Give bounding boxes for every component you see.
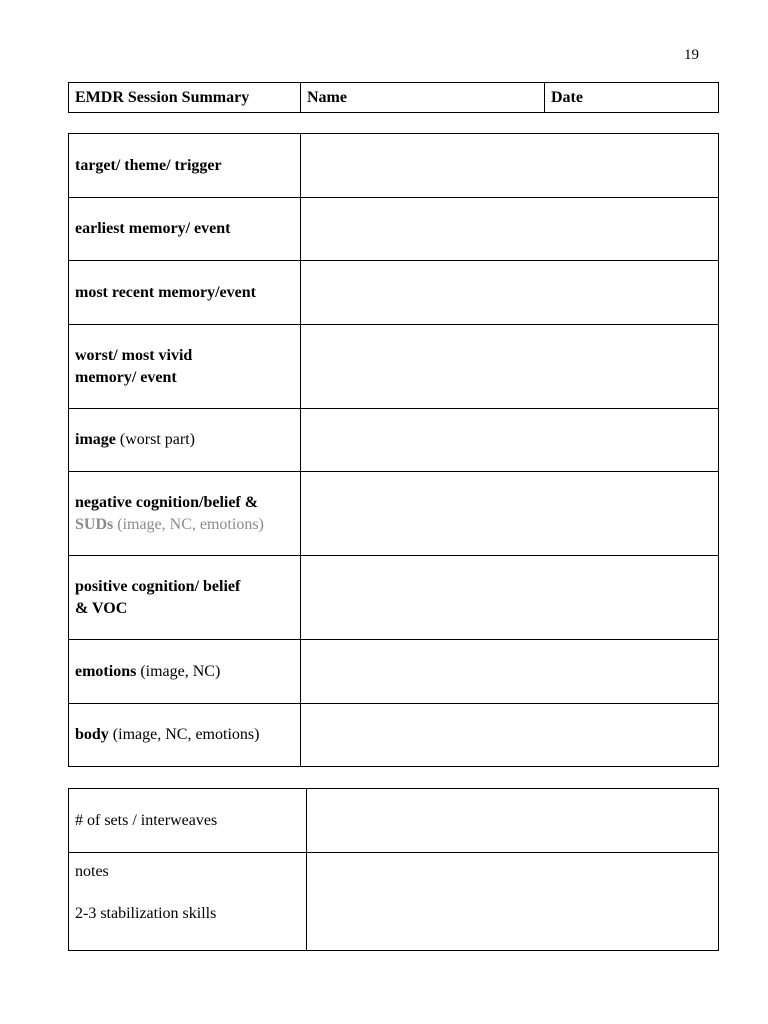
label-worst [69, 325, 301, 409]
label-earliest: earliest memory/ event [69, 198, 301, 261]
field-notes[interactable] [307, 853, 719, 951]
date-field[interactable]: Date [545, 83, 719, 113]
page-number: 19 [684, 47, 699, 63]
field-target[interactable] [301, 134, 719, 198]
form-title: EMDR Session Summary [69, 83, 301, 113]
notes-table [68, 788, 719, 951]
label-nc-line2 [75, 514, 294, 536]
row-nc [69, 472, 719, 556]
field-pc[interactable] [301, 556, 719, 640]
label-image-rest: (worst part) [115, 431, 195, 448]
row-image [69, 409, 719, 472]
label-recent: most recent memory/event [69, 261, 301, 325]
label-nc [69, 472, 301, 556]
label-emotions-rest: (image, NC) [136, 662, 221, 680]
row-pc [69, 556, 719, 640]
notes-spacer [75, 883, 300, 903]
label-worst-line1: worst/ most vivid [75, 346, 193, 364]
label-pc-line1: positive cognition/ belief [75, 577, 241, 595]
label-nc-line1: negative cognition/belief & [75, 493, 259, 511]
header-row [69, 83, 719, 113]
row-body [69, 704, 719, 767]
label-emotions-bold: emotions [75, 662, 137, 680]
row-sets [69, 789, 719, 853]
label-stabilization: 2-3 stabilization skills [75, 905, 217, 922]
field-worst[interactable] [301, 325, 719, 409]
label-pc [69, 556, 301, 640]
label-notes-title: notes [75, 863, 109, 880]
row-worst [69, 325, 719, 409]
label-worst-line2: memory/ event [75, 368, 177, 386]
label-image [69, 409, 301, 472]
session-summary-table [68, 133, 719, 767]
field-body[interactable] [301, 704, 719, 767]
session-header-table [68, 82, 719, 113]
field-image[interactable] [301, 409, 719, 472]
field-recent[interactable] [301, 261, 719, 325]
row-emotions [69, 640, 719, 704]
row-recent [69, 261, 719, 325]
label-pc-line2: & VOC [75, 599, 128, 617]
field-earliest[interactable] [301, 198, 719, 261]
label-image-bold: image [75, 431, 116, 448]
row-target [69, 134, 719, 198]
label-body [69, 704, 301, 767]
label-body-rest: (image, NC, emotions) [108, 726, 260, 743]
label-body-bold: body [75, 726, 109, 743]
label-emotions [69, 640, 301, 704]
label-suds-rest: (image, NC, emotions) [113, 515, 264, 533]
name-field[interactable]: Name [301, 83, 545, 113]
field-sets[interactable] [307, 789, 719, 853]
label-target: target/ theme/ trigger [69, 134, 301, 198]
label-notes [69, 853, 307, 951]
label-sets: # of sets / interweaves [69, 789, 307, 853]
field-nc[interactable] [301, 472, 719, 556]
row-notes [69, 853, 719, 951]
label-suds: SUDs [75, 515, 114, 533]
row-earliest [69, 198, 719, 261]
field-emotions[interactable] [301, 640, 719, 704]
